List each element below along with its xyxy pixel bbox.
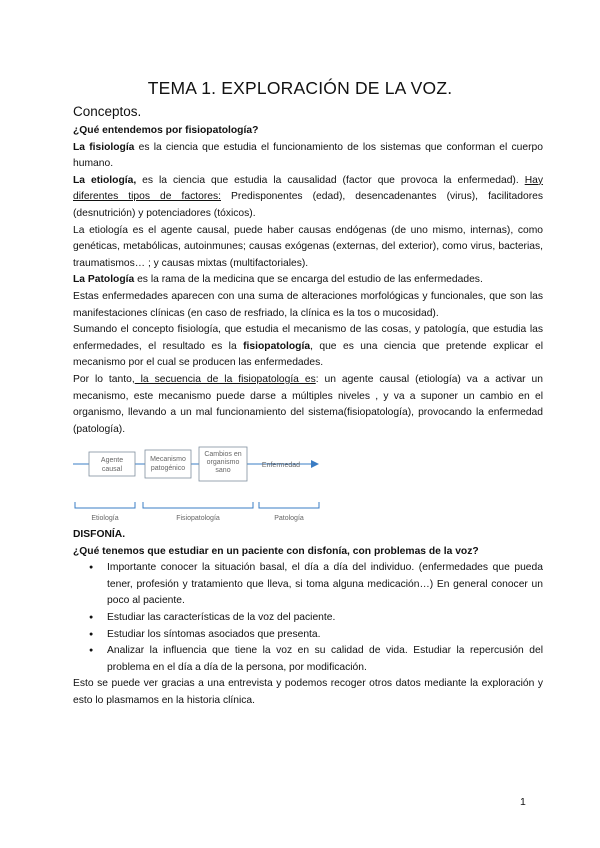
text-secuencia-2: : un agente causal (etiología) va a activar un mecanismo, este mecanismo puede darse a múltiples niveles , y va a suponer un cambio en el organismo, llevando a un mal funcionamiento del sistema(fisiopatología), provocando la enfermedad (patología).	[73, 373, 543, 435]
label-fisiopatologia: Fisiopatología	[176, 515, 220, 523]
conceptos-section	[73, 103, 543, 540]
box3-line2: organismo	[206, 459, 240, 467]
text-sumando-1: Sumando el concepto fisiología, que estudia el mecanismo de las cosas, y patología, que estudia las enfermedades, el resultado es la	[73, 324, 543, 352]
paragraph-enfermedades: Estas enfermedades aparecen con una suma de alteraciones morfológicas y funcionales, que son las manifestaciones clínicas (en caso de resfriado, la clínica es la tos o mucosidad).	[73, 290, 543, 319]
box-mecanismo-patogenico	[145, 450, 191, 478]
list-item: ● Analizar la influencia que tiene la voz en su calidad de vida. Estudiar la repercusión del problema en el día a día de la persona, por modificación.	[107, 643, 543, 676]
closing-paragraph: Esto se puede ver gracias a una entrevista y podemos recoger otros datos mediante la exploración y esto lo plasmamos en la historia clínica.	[73, 678, 543, 706]
page-title: TEMA 1. EXPLORACIÓN DE LA VOZ.	[147, 78, 453, 98]
term-patologia: La Patología	[73, 274, 135, 286]
underline-secuencia: la secuencia de la fisiopatología es	[134, 373, 316, 385]
disfonia-question: ¿Qué tenemos que estudiar en un paciente con disfonía, con problemas de la voz?	[73, 545, 479, 557]
box3-line3: sano	[215, 467, 231, 475]
term-fisiologia: La fisiología	[73, 141, 135, 153]
disfonia-list	[73, 560, 543, 676]
label-etiologia: Etiología	[91, 515, 119, 523]
disfonia-section	[73, 527, 543, 710]
list-item: ● Importante conocer la situación basal, el día a día del individuo. (enfermedades que pueda tener, profesión y tratamiento que lleva, si toma alguna medicación…) En general conocer un poco al paciente.	[107, 560, 543, 610]
disfonia-heading: DISFONÍA.	[73, 529, 126, 540]
text-etiologia-2: Predisponentes (edad), desencadenantes (virus), facilitadores (desnutrición) y potenciadores (tóxicos).	[73, 191, 544, 219]
list-item: ● Estudiar las características de la voz del paciente.	[107, 610, 543, 627]
end-label: Enfermedad	[261, 462, 301, 470]
bracket-patologia	[259, 502, 319, 508]
bracket-etiologia	[75, 502, 135, 508]
section-heading: Conceptos.	[73, 104, 142, 119]
text-secuencia-1: Por lo tanto,	[73, 373, 135, 385]
question-heading: ¿Qué entendemos por fisiopatología?	[73, 125, 259, 136]
list-item: ● Estudiar los síntomas asociados que presenta.	[107, 627, 543, 644]
page-number: 1	[520, 796, 526, 808]
text-sumando-2: , que es una ciencia que pretende explicar el mecanismo por el cual se producen las enfermedades.	[73, 340, 543, 369]
text-etiologia: es la ciencia que estudia la causalidad (factor que provoca la enfermedad).	[136, 174, 525, 186]
paragraph-secuencia	[73, 372, 543, 438]
paragraph-patologia	[73, 272, 543, 289]
box2-line2: patogénico	[150, 465, 186, 473]
paragraph-fisiologia	[73, 140, 543, 173]
label-patologia: Patología	[274, 515, 304, 523]
box1-line1: Agente	[100, 457, 124, 465]
box2-line1: Mecanismo	[150, 456, 186, 464]
box1-line2: causal	[101, 466, 123, 474]
bracket-fisiopatologia	[143, 502, 253, 508]
paragraph-sumando	[73, 322, 543, 372]
fisiopatologia-diagram	[73, 446, 333, 528]
term-etiologia: La etiología,	[73, 174, 137, 186]
paragraph-agente-causal: La etiología es el agente causal, puede haber causas endógenas (de uno mismo, internas), como genéticas, metabólicas, autoinmunes; causas exógenas (externas, del exterior), como virus, bacterias, traumatismos… ; y causas mixtas (multifactoriales).	[73, 224, 543, 269]
box3-line1: Cambios en	[204, 451, 242, 459]
term-fisiopatologia: fisiopatología	[243, 340, 311, 352]
underline-factores: Hay diferentes tipos de factores:	[73, 174, 543, 203]
text-patologia: es la rama de la medicina que se encarga del estudio de las enfermedades.	[134, 274, 483, 286]
text-fisiologia: es la ciencia que estudia el funcionamiento de los sistemas que conforman el cuerpo humano.	[73, 141, 543, 170]
paragraph-etiologia	[73, 173, 543, 223]
